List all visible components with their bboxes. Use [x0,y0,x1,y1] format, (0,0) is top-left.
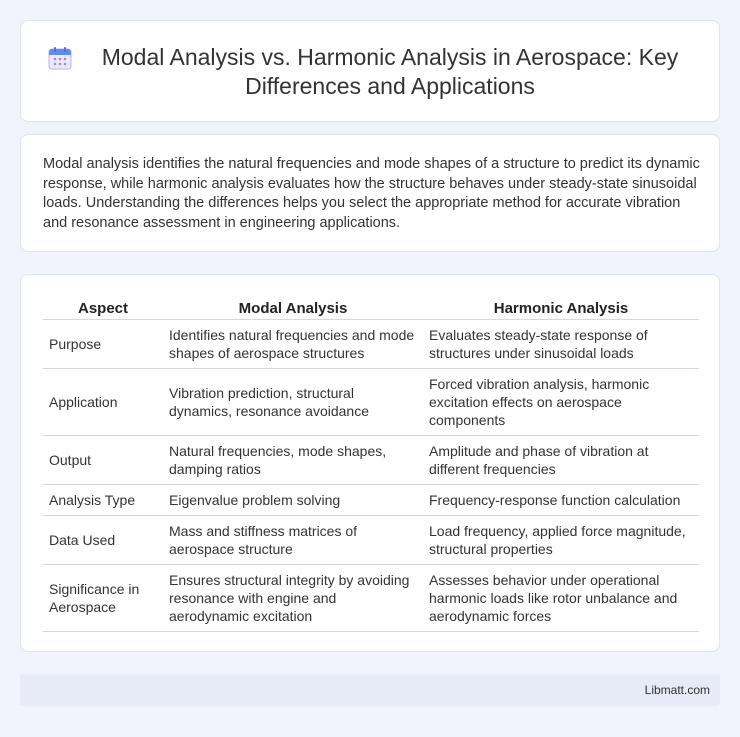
table-row [43,369,699,436]
table-row [43,565,699,632]
table-row [43,436,699,485]
header-harmonic: Harmonic Analysis [423,297,699,320]
row-modal: Identifies natural frequencies and mode shapes of aerospace structures [163,320,423,369]
row-harmonic: Frequency-response function calculation [423,485,699,516]
intro-card [20,134,720,252]
table-row [43,320,699,369]
header-modal: Modal Analysis [163,297,423,320]
row-modal: Mass and stiffness matrices of aerospace structure [163,516,423,565]
row-aspect: Purpose [43,320,163,369]
row-harmonic: Load frequency, applied force magnitude, structural properties [423,516,699,565]
row-aspect: Output [43,436,163,485]
calendar-icon [47,45,73,71]
comparison-table [43,297,699,632]
row-aspect: Analysis Type [43,485,163,516]
row-modal: Eigenvalue problem solving [163,485,423,516]
table-row [43,516,699,565]
row-harmonic: Evaluates steady-state response of structures under sinusoidal loads [423,320,699,369]
intro-paragraph: Modal analysis identifies the natural frequencies and mode shapes of a structure to predict its dynamic response, while harmonic analysis evaluates how the structure behaves under steady-state sinusoidal loads. Understanding the differences helps you select the appropriate method for accurate vibration and resonance assessment in engineering applications. [43,156,700,231]
footer-site-link[interactable]: Libmatt.com [644,683,710,697]
header-aspect: Aspect [43,297,163,320]
table-row [43,485,699,516]
page-title: Modal Analysis vs. Harmonic Analysis in Aerospace: Key Differences and Applications [101,44,679,99]
header-card [20,20,720,122]
row-harmonic: Amplitude and phase of vibration at different frequencies [423,436,699,485]
row-aspect: Significance in Aerospace [43,565,163,632]
comparison-card [20,274,720,652]
row-modal: Natural frequencies, mode shapes, damping ratios [163,436,423,485]
row-aspect: Data Used [43,516,163,565]
row-harmonic: Forced vibration analysis, harmonic excitation effects on aerospace components [423,369,699,436]
footer-bar [20,674,720,706]
row-aspect: Application [43,369,163,436]
row-harmonic: Assesses behavior under operational harmonic loads like rotor unbalance and aerodynamic forces [423,565,699,632]
table-header-row [43,297,699,320]
row-modal: Ensures structural integrity by avoiding resonance with engine and aerodynamic excitation [163,565,423,632]
row-modal: Vibration prediction, structural dynamics, resonance avoidance [163,369,423,436]
